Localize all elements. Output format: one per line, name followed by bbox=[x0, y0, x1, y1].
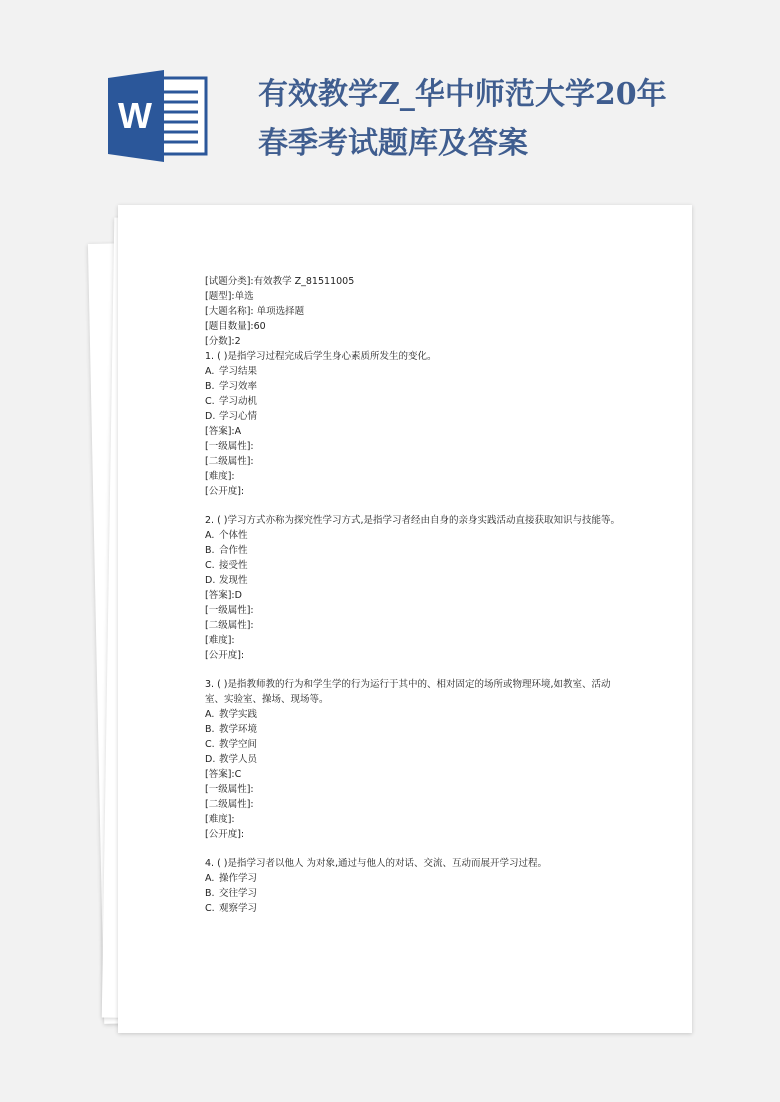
option-c bbox=[205, 737, 625, 752]
meta-type: [题型]:单选 bbox=[205, 291, 254, 302]
option-letter: C. bbox=[205, 739, 215, 750]
openness-line: [公开度]: bbox=[205, 650, 245, 661]
option-letter: B. bbox=[205, 545, 215, 556]
option-a bbox=[205, 364, 625, 379]
document-body bbox=[205, 274, 625, 916]
openness-line: [公开度]: bbox=[205, 829, 245, 840]
answer-line: [答案]:C bbox=[205, 769, 242, 780]
meta-section: [大题名称]: 单项选择题 bbox=[205, 306, 305, 317]
word-document-icon bbox=[108, 70, 208, 162]
option-text: 学习心情 bbox=[219, 411, 258, 422]
option-b bbox=[205, 886, 625, 901]
attr2-line: [二级属性]: bbox=[205, 456, 254, 467]
option-text: 学习效率 bbox=[219, 381, 258, 392]
openness-line: [公开度]: bbox=[205, 486, 245, 497]
option-text: 教学空间 bbox=[219, 739, 258, 750]
question-1 bbox=[205, 349, 625, 499]
option-b bbox=[205, 379, 625, 394]
attr2-line: [二级属性]: bbox=[205, 620, 254, 631]
option-c bbox=[205, 901, 625, 916]
option-c bbox=[205, 394, 625, 409]
exam-meta bbox=[205, 274, 625, 349]
page-title: 有效教学Z_华中师范大学20年春季考试题库及答案 bbox=[258, 77, 667, 161]
attr1-line: [一级属性]: bbox=[205, 784, 254, 795]
question-3 bbox=[205, 677, 625, 842]
option-d bbox=[205, 409, 625, 424]
word-icon-letter: W bbox=[118, 95, 152, 136]
option-letter: D. bbox=[205, 411, 216, 422]
option-letter: A. bbox=[205, 366, 215, 377]
option-letter: B. bbox=[205, 381, 215, 392]
difficulty-line: [难度]: bbox=[205, 635, 235, 646]
meta-category: [试题分类]:有效教学 Z_81511005 bbox=[205, 276, 355, 287]
answer-line: [答案]:A bbox=[205, 426, 242, 437]
option-letter: A. bbox=[205, 530, 215, 541]
option-text: 教学人员 bbox=[219, 754, 258, 765]
option-text: 操作学习 bbox=[219, 873, 258, 884]
difficulty-line: [难度]: bbox=[205, 814, 235, 825]
option-text: 个体性 bbox=[219, 530, 248, 541]
question-4 bbox=[205, 856, 625, 916]
option-letter: B. bbox=[205, 724, 215, 735]
option-text: 学习结果 bbox=[219, 366, 258, 377]
answer-line: [答案]:D bbox=[205, 590, 242, 601]
meta-score: [分数]:2 bbox=[205, 336, 241, 347]
attr2-line: [二级属性]: bbox=[205, 799, 254, 810]
option-letter: A. bbox=[205, 873, 215, 884]
option-b bbox=[205, 722, 625, 737]
option-letter: D. bbox=[205, 575, 216, 586]
difficulty-line: [难度]: bbox=[205, 471, 235, 482]
option-b bbox=[205, 543, 625, 558]
option-text: 接受性 bbox=[219, 560, 248, 571]
option-text: 观察学习 bbox=[219, 903, 258, 914]
question-stem: 2. ( )学习方式亦称为探究性学习方式,是指学习者经由自身的亲身实践活动直接获取知识与技能等。 bbox=[205, 515, 621, 526]
option-text: 合作性 bbox=[219, 545, 248, 556]
option-letter: D. bbox=[205, 754, 216, 765]
question-stem: 3. ( )是指教师教的行为和学生学的行为运行于其中的、相对固定的场所或物理环境,如教室、活动室、实验室、操场、现场等。 bbox=[205, 679, 611, 705]
option-text: 教学环境 bbox=[219, 724, 258, 735]
attr1-line: [一级属性]: bbox=[205, 605, 254, 616]
option-letter: C. bbox=[205, 560, 215, 571]
option-letter: C. bbox=[205, 903, 215, 914]
option-d bbox=[205, 573, 625, 588]
option-text: 交往学习 bbox=[219, 888, 258, 899]
option-text: 教学实践 bbox=[219, 709, 258, 720]
attr1-line: [一级属性]: bbox=[205, 441, 254, 452]
question-stem: 4. ( )是指学习者以他人 为对象,通过与他人的对话、交流、互动而展开学习过程。 bbox=[205, 858, 548, 869]
option-letter: A. bbox=[205, 709, 215, 720]
question-2 bbox=[205, 513, 625, 663]
meta-count: [题目数量]:60 bbox=[205, 321, 266, 332]
option-a bbox=[205, 528, 625, 543]
option-a bbox=[205, 871, 625, 886]
option-c bbox=[205, 558, 625, 573]
option-a bbox=[205, 707, 625, 722]
question-stem: 1. ( )是指学习过程完成后学生身心素质所发生的变化。 bbox=[205, 351, 437, 362]
option-letter: B. bbox=[205, 888, 215, 899]
option-text: 学习动机 bbox=[219, 396, 258, 407]
option-d bbox=[205, 752, 625, 767]
option-text: 发现性 bbox=[219, 575, 248, 586]
option-letter: C. bbox=[205, 396, 215, 407]
